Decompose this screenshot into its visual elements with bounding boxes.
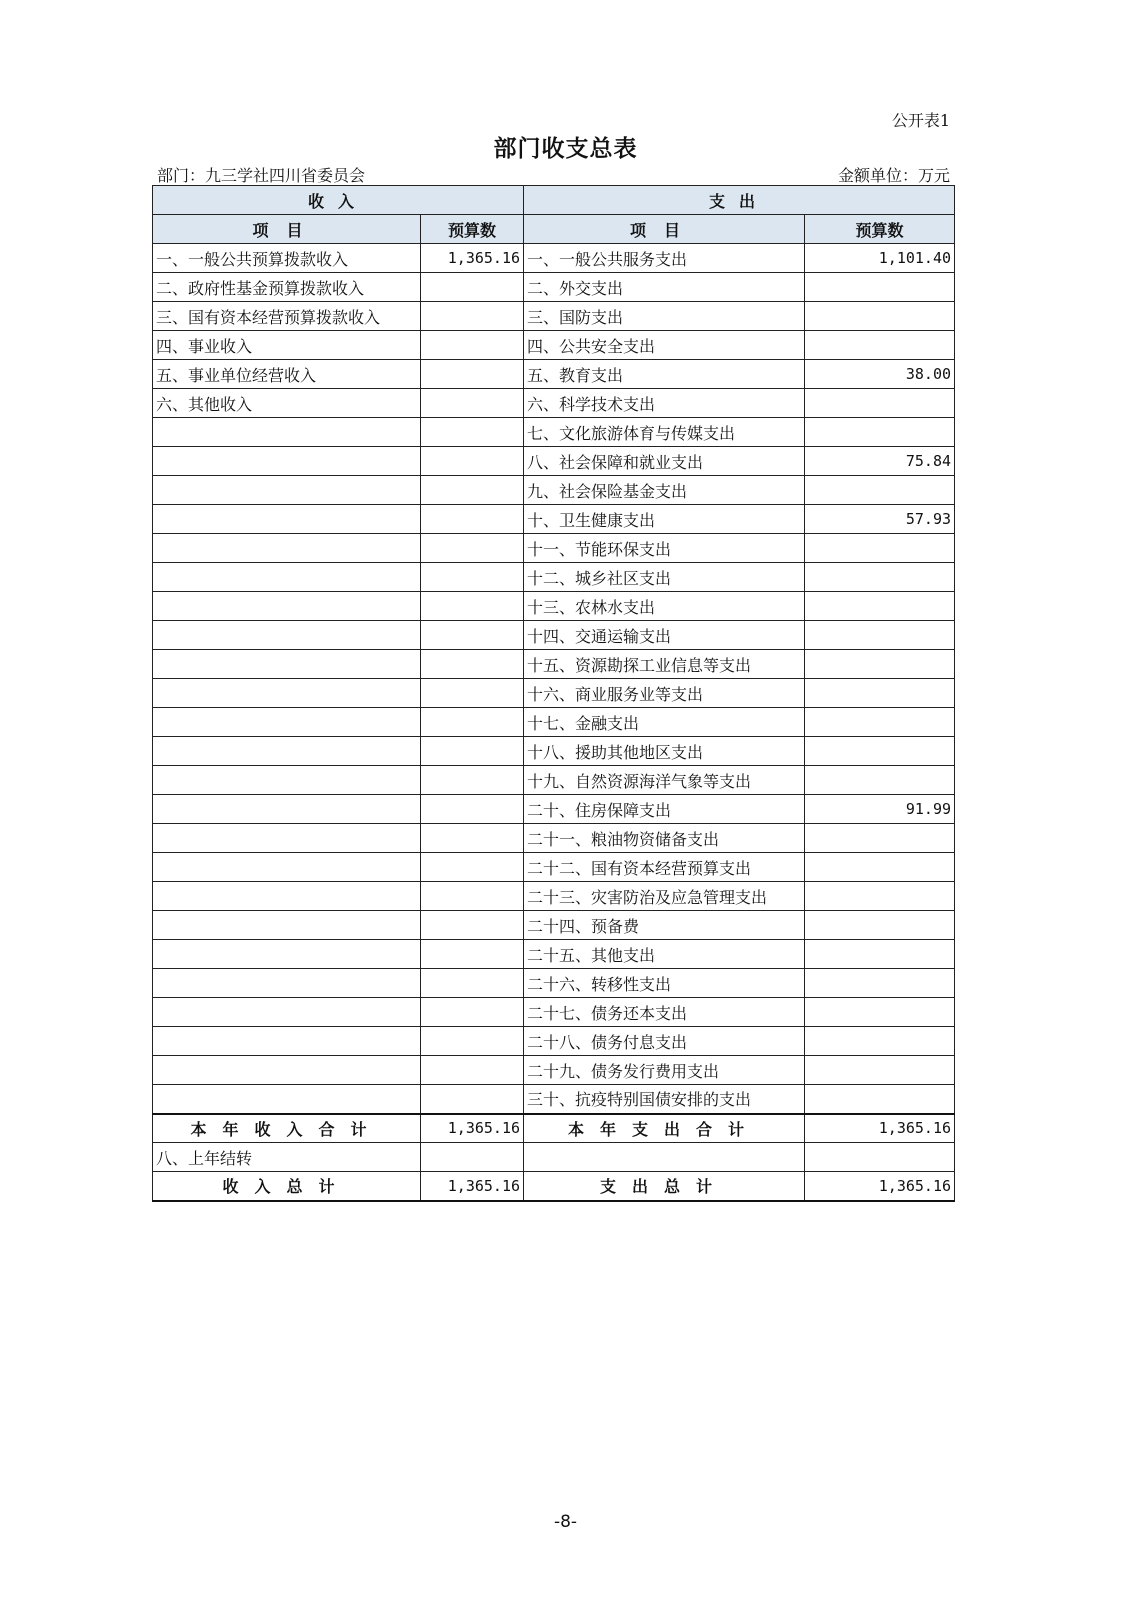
table-row xyxy=(153,505,955,534)
table-row xyxy=(153,1027,955,1056)
expense-item-cell: 二十二、国有资本经营预算支出 xyxy=(524,853,805,882)
expense-budget-header: 预算数 xyxy=(805,215,955,244)
income-amount-cell xyxy=(421,621,524,650)
income-amount-cell xyxy=(421,534,524,563)
expense-item-cell: 二十三、灾害防治及应急管理支出 xyxy=(524,882,805,911)
expense-amount-cell xyxy=(805,476,955,505)
expense-amount-cell xyxy=(805,737,955,766)
column-header-row xyxy=(153,215,955,244)
expense-amount-cell: 38.00 xyxy=(805,360,955,389)
expense-amount-cell xyxy=(805,389,955,418)
expense-amount-cell xyxy=(805,998,955,1027)
carryover-value xyxy=(421,1143,524,1172)
expense-item-cell: 十五、资源勘探工业信息等支出 xyxy=(524,650,805,679)
income-amount-cell xyxy=(421,360,524,389)
expense-amount-cell xyxy=(805,940,955,969)
expense-amount-cell: 1,101.40 xyxy=(805,244,955,273)
income-amount-cell xyxy=(421,795,524,824)
income-item-cell xyxy=(153,592,421,621)
carryover-expense-value xyxy=(805,1143,955,1172)
department-label: 部门：九三学社四川省委员会 xyxy=(157,166,366,185)
table-row xyxy=(153,766,955,795)
income-amount-cell xyxy=(421,563,524,592)
expense-item-cell: 八、社会保障和就业支出 xyxy=(524,447,805,476)
table-row xyxy=(153,331,955,360)
income-amount-cell xyxy=(421,853,524,882)
table-row xyxy=(153,447,955,476)
expense-item-cell: 七、文化旅游体育与传媒支出 xyxy=(524,418,805,447)
income-item-cell xyxy=(153,737,421,766)
table-row xyxy=(153,389,955,418)
expense-item-cell: 十九、自然资源海洋气象等支出 xyxy=(524,766,805,795)
expense-amount-cell xyxy=(805,273,955,302)
income-item-cell xyxy=(153,708,421,737)
expense-amount-cell xyxy=(805,679,955,708)
expense-amount-cell xyxy=(805,534,955,563)
income-item-cell xyxy=(153,563,421,592)
income-amount-cell xyxy=(421,911,524,940)
income-amount-cell xyxy=(421,824,524,853)
expense-item-cell: 二十四、预备费 xyxy=(524,911,805,940)
year-income-total-label: 本年收入合计 xyxy=(153,1114,421,1143)
income-item-cell xyxy=(153,476,421,505)
income-item-cell xyxy=(153,1056,421,1085)
table-row xyxy=(153,679,955,708)
table-row xyxy=(153,650,955,679)
income-item-cell: 五、事业单位经营收入 xyxy=(153,360,421,389)
expense-amount-cell xyxy=(805,969,955,998)
income-amount-cell xyxy=(421,1056,524,1085)
expense-amount-cell xyxy=(805,302,955,331)
expense-item-cell: 十四、交通运输支出 xyxy=(524,621,805,650)
table-row xyxy=(153,1085,955,1114)
expense-amount-cell: 75.84 xyxy=(805,447,955,476)
expense-amount-cell xyxy=(805,911,955,940)
section-header-row xyxy=(153,186,955,215)
expense-item-cell: 二十七、债务还本支出 xyxy=(524,998,805,1027)
income-item-cell: 四、事业收入 xyxy=(153,331,421,360)
income-item-cell xyxy=(153,1027,421,1056)
table-row xyxy=(153,998,955,1027)
table-row xyxy=(153,273,955,302)
expense-item-cell: 三、国防支出 xyxy=(524,302,805,331)
income-item-cell xyxy=(153,969,421,998)
expense-grand-total-value: 1,365.16 xyxy=(805,1172,955,1201)
income-item-cell xyxy=(153,418,421,447)
expense-amount-cell xyxy=(805,708,955,737)
expense-item-cell: 二十六、转移性支出 xyxy=(524,969,805,998)
income-amount-cell xyxy=(421,302,524,331)
expense-item-cell: 三十、抗疫特别国债安排的支出 xyxy=(524,1085,805,1114)
expense-amount-cell xyxy=(805,766,955,795)
table-row xyxy=(153,418,955,447)
expense-item-cell: 九、社会保险基金支出 xyxy=(524,476,805,505)
income-amount-cell xyxy=(421,708,524,737)
table-row xyxy=(153,824,955,853)
expense-item-cell: 十八、援助其他地区支出 xyxy=(524,737,805,766)
expense-item-cell: 十七、金融支出 xyxy=(524,708,805,737)
income-amount-cell xyxy=(421,998,524,1027)
expense-item-cell: 十三、农林水支出 xyxy=(524,592,805,621)
expense-amount-cell: 57.93 xyxy=(805,505,955,534)
table-row xyxy=(153,302,955,331)
income-item-cell xyxy=(153,824,421,853)
income-item-cell xyxy=(153,1085,421,1114)
income-budget-header: 预算数 xyxy=(421,215,524,244)
income-amount-cell xyxy=(421,1085,524,1114)
expense-item-cell: 十一、节能环保支出 xyxy=(524,534,805,563)
income-item-cell xyxy=(153,911,421,940)
table-number-tag: 公开表1 xyxy=(891,111,950,130)
income-item-cell xyxy=(153,447,421,476)
income-item-cell xyxy=(153,766,421,795)
expense-grand-total-label: 支出总计 xyxy=(524,1172,805,1201)
page-number: -8- xyxy=(553,1512,578,1532)
expense-item-cell: 一、一般公共服务支出 xyxy=(524,244,805,273)
expense-item-cell: 四、公共安全支出 xyxy=(524,331,805,360)
table-row xyxy=(153,534,955,563)
unit-label: 金额单位：万元 xyxy=(837,166,950,185)
income-amount-cell xyxy=(421,273,524,302)
income-item-cell xyxy=(153,621,421,650)
income-item-cell xyxy=(153,940,421,969)
table-row xyxy=(153,911,955,940)
expense-amount-cell xyxy=(805,853,955,882)
income-amount-cell xyxy=(421,418,524,447)
expense-amount-cell: 91.99 xyxy=(805,795,955,824)
income-item-cell xyxy=(153,650,421,679)
year-income-total-value: 1,365.16 xyxy=(421,1114,524,1143)
table-row xyxy=(153,360,955,389)
expense-amount-cell xyxy=(805,1027,955,1056)
expense-item-cell: 二十九、债务发行费用支出 xyxy=(524,1056,805,1085)
expense-amount-cell xyxy=(805,592,955,621)
income-item-cell: 三、国有资本经营预算拨款收入 xyxy=(153,302,421,331)
table-row xyxy=(153,621,955,650)
expense-item-cell: 十六、商业服务业等支出 xyxy=(524,679,805,708)
income-amount-cell xyxy=(421,940,524,969)
expense-section-header: 支出 xyxy=(524,186,955,215)
year-total-row xyxy=(153,1114,955,1143)
income-amount-cell xyxy=(421,476,524,505)
expense-item-cell: 五、教育支出 xyxy=(524,360,805,389)
income-amount-cell xyxy=(421,592,524,621)
table-row xyxy=(153,708,955,737)
budget-table-totals xyxy=(153,1114,955,1201)
budget-table xyxy=(152,185,955,1202)
income-amount-cell xyxy=(421,447,524,476)
expense-amount-cell xyxy=(805,882,955,911)
carryover-expense-item xyxy=(524,1143,805,1172)
table-row xyxy=(153,592,955,621)
expense-item-header: 项目 xyxy=(524,215,805,244)
carryover-label: 八、上年结转 xyxy=(153,1143,421,1172)
year-expense-total-label: 本年支出合计 xyxy=(524,1114,805,1143)
income-section-header: 收入 xyxy=(153,186,524,215)
expense-amount-cell xyxy=(805,650,955,679)
table-row xyxy=(153,244,955,273)
expense-item-cell: 十二、城乡社区支出 xyxy=(524,563,805,592)
income-amount-cell xyxy=(421,505,524,534)
carryover-row xyxy=(153,1143,955,1172)
expense-amount-cell xyxy=(805,621,955,650)
table-row xyxy=(153,476,955,505)
income-item-cell xyxy=(153,998,421,1027)
income-item-cell: 六、其他收入 xyxy=(153,389,421,418)
expense-item-cell: 十、卫生健康支出 xyxy=(524,505,805,534)
expense-amount-cell xyxy=(805,331,955,360)
table-row xyxy=(153,795,955,824)
income-amount-cell xyxy=(421,650,524,679)
table-row xyxy=(153,882,955,911)
income-amount-cell xyxy=(421,737,524,766)
income-item-cell: 一、一般公共预算拨款收入 xyxy=(153,244,421,273)
income-grand-total-value: 1,365.16 xyxy=(421,1172,524,1201)
income-amount-cell xyxy=(421,969,524,998)
table-row xyxy=(153,940,955,969)
budget-table-body xyxy=(153,186,955,1114)
income-amount-cell xyxy=(421,331,524,360)
expense-amount-cell xyxy=(805,418,955,447)
expense-item-cell: 二十五、其他支出 xyxy=(524,940,805,969)
income-item-cell xyxy=(153,534,421,563)
income-item-cell xyxy=(153,795,421,824)
expense-amount-cell xyxy=(805,1056,955,1085)
income-amount-cell xyxy=(421,1027,524,1056)
table-row xyxy=(153,1056,955,1085)
expense-amount-cell xyxy=(805,563,955,592)
income-amount-cell xyxy=(421,389,524,418)
income-amount-cell xyxy=(421,766,524,795)
income-grand-total-label: 收入总计 xyxy=(153,1172,421,1201)
income-amount-cell xyxy=(421,679,524,708)
table-row xyxy=(153,969,955,998)
expense-item-cell: 二、外交支出 xyxy=(524,273,805,302)
table-row xyxy=(153,563,955,592)
expense-item-cell: 六、科学技术支出 xyxy=(524,389,805,418)
income-item-cell xyxy=(153,853,421,882)
income-amount-cell xyxy=(421,882,524,911)
income-item-cell xyxy=(153,679,421,708)
table-row xyxy=(153,853,955,882)
grand-total-row xyxy=(153,1172,955,1201)
income-item-cell: 二、政府性基金预算拨款收入 xyxy=(153,273,421,302)
table-row xyxy=(153,737,955,766)
income-amount-cell: 1,365.16 xyxy=(421,244,524,273)
expense-amount-cell xyxy=(805,824,955,853)
income-item-cell xyxy=(153,505,421,534)
year-expense-total-value: 1,365.16 xyxy=(805,1114,955,1143)
expense-amount-cell xyxy=(805,1085,955,1114)
income-item-cell xyxy=(153,882,421,911)
income-item-header: 项目 xyxy=(153,215,421,244)
expense-item-cell: 二十、住房保障支出 xyxy=(524,795,805,824)
expense-item-cell: 二十八、债务付息支出 xyxy=(524,1027,805,1056)
expense-item-cell: 二十一、粮油物资储备支出 xyxy=(524,824,805,853)
page-title: 部门收支总表 xyxy=(493,136,638,162)
